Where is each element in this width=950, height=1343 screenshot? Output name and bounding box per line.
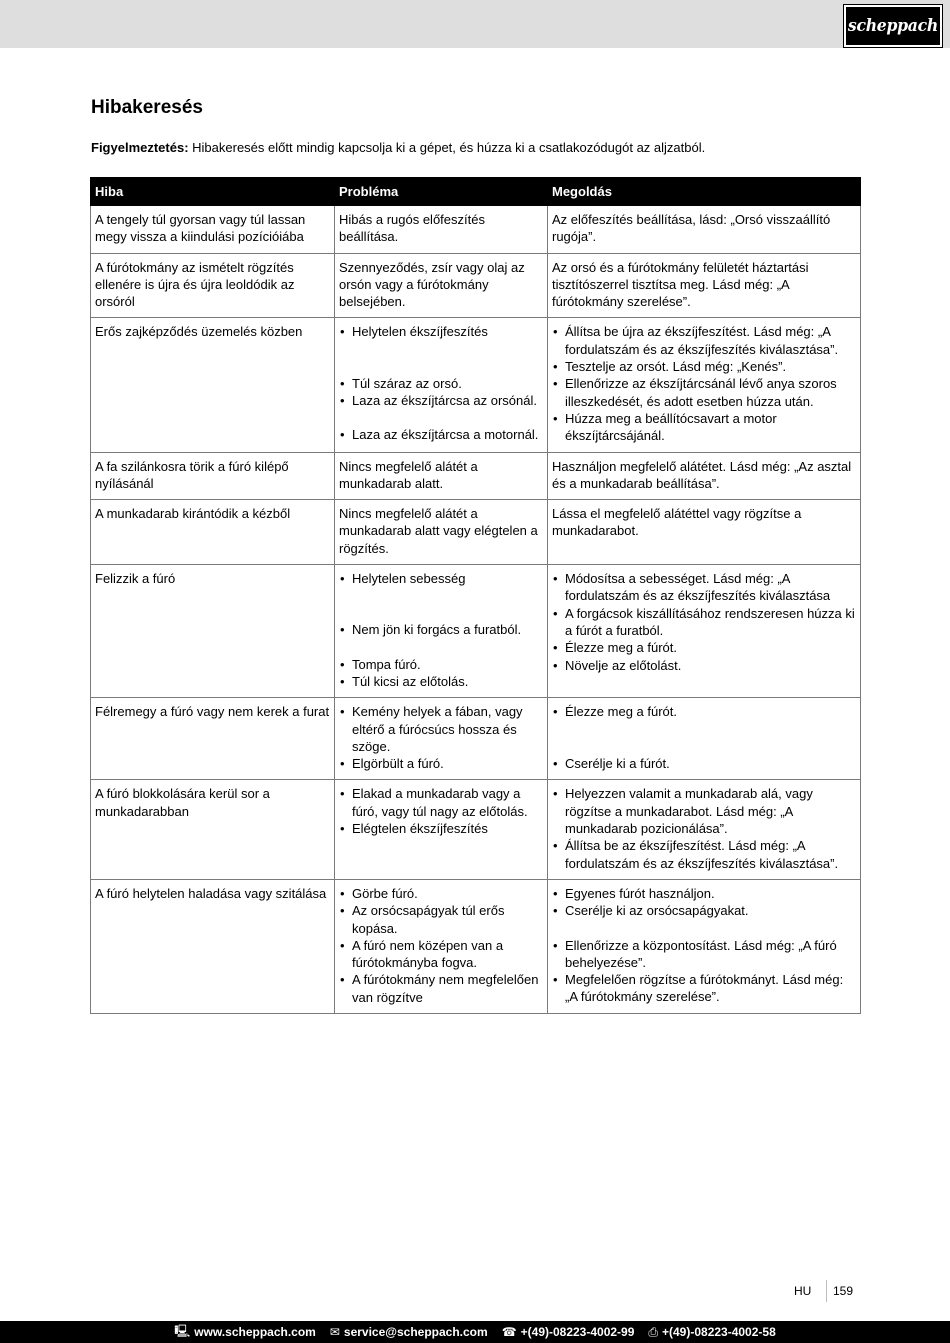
list-item: • Túl száraz az orsó. xyxy=(339,375,543,392)
warning-text: Hibakeresés előtt mindig kapcsolja ki a gépet, és húzza ki a csatlakozódugót az aljzatból. xyxy=(188,140,706,155)
list-item: • Ellenőrizze az ékszíjtárcsánál lévő anya szoros illeszkedését, és adott esetben húzza után. xyxy=(552,375,856,410)
column-header-problema: Probléma xyxy=(335,178,548,206)
list-item: • Görbe fúró. xyxy=(339,885,543,902)
list-item: • Kemény helyek a fában, vagy eltérő a fúrócsúcs hossza és szöge. xyxy=(339,703,543,755)
website-text: www.scheppach.com xyxy=(194,1325,316,1339)
cell-problema: Nincs megfelelő alátét a munkadarab alatt vagy elégtelen a rögzítés. xyxy=(335,500,548,565)
telephone-icon: ☎ xyxy=(501,1325,517,1339)
cell-megoldas xyxy=(548,565,861,698)
cell-hiba: A fúrótokmány az ismételt rögzítés ellenére is újra és újra leoldódik az orsóról xyxy=(91,253,335,318)
page-title: Hibakeresés xyxy=(91,97,203,118)
column-header-hiba: Hiba xyxy=(91,178,335,206)
warning-label: Figyelmeztetés: xyxy=(91,140,189,155)
computer-icon: 🖳 xyxy=(174,1323,191,1338)
header-bar xyxy=(0,0,950,48)
table-row xyxy=(91,452,861,500)
cell-megoldas xyxy=(548,780,861,879)
list-item: • A forgácsok kiszállításához rendszeresen húzza ki a fúrót a furatból. xyxy=(552,605,856,640)
list-item: • Cserélje ki a fúrót. xyxy=(552,755,856,772)
list-item: • Növelje az előtolást. xyxy=(552,657,856,674)
contact-email[interactable] xyxy=(330,1325,488,1339)
list-item: • Egyenes fúrót használjon. xyxy=(552,885,856,902)
list-item: • Megfelelően rögzítse a fúrótokmányt. Lásd még: „A fúrótokmány szerelése”. xyxy=(552,971,856,1006)
list-item: • Tesztelje az orsót. Lásd még: „Kenés”. xyxy=(552,358,856,375)
column-header-megoldas: Megoldás xyxy=(548,178,861,206)
cell-hiba: A fúró blokkolására kerül sor a munkadarabban xyxy=(91,780,335,879)
language-code: HU xyxy=(794,1284,812,1298)
phone-text: +(49)-08223-4002-99 xyxy=(520,1325,635,1339)
cell-hiba: A tengely túl gyorsan vagy túl lassan megy vissza a kiindulási pozícióiába xyxy=(91,206,335,254)
cell-megoldas: Az orsó és a fúrótokmány felületét háztartási tisztítószerrel tisztítsa meg. Lásd még: „A fúrótokmány szerelése”. xyxy=(548,253,861,318)
table-row xyxy=(91,698,861,780)
fax-icon: ⎙ xyxy=(648,1324,658,1339)
cell-megoldas xyxy=(548,698,861,780)
list-item: • Elégtelen ékszíjfeszítés xyxy=(339,820,543,837)
footer-divider xyxy=(826,1280,827,1302)
list-item: • A fúrótokmány nem megfelelően van rögzítve xyxy=(339,971,543,1006)
list-item: • Húzza meg a beállítócsavart a motor ékszíjtárcsájánál. xyxy=(552,410,856,445)
cell-megoldas xyxy=(548,879,861,1013)
cell-problema xyxy=(335,879,548,1013)
cell-hiba: Erős zajképződés üzemelés közben xyxy=(91,318,335,452)
cell-hiba: A fúró helytelen haladása vagy szitálása xyxy=(91,879,335,1013)
list-item: • Az orsócsapágyak túl erős kopása. xyxy=(339,902,543,937)
list-item: • Cserélje ki az orsócsapágyakat. xyxy=(552,902,856,919)
list-item: • Tompa fúró. xyxy=(339,656,543,673)
cell-problema: Nincs megfelelő alátét a munkadarab alatt. xyxy=(335,452,548,500)
list-item: • Túl kicsi az előtolás. xyxy=(339,673,543,690)
cell-hiba: Felizzik a fúró xyxy=(91,565,335,698)
envelope-icon: ✉ xyxy=(329,1325,340,1339)
table-row xyxy=(91,565,861,698)
cell-megoldas: Az előfeszítés beállítása, lásd: „Orsó visszaállító rugója”. xyxy=(548,206,861,254)
list-item: • Laza az ékszíjtárcsa az orsónál. xyxy=(339,392,543,409)
cell-megoldas: Használjon megfelelő alátétet. Lásd még: „Az asztal és a munkadarab beállítása”. xyxy=(548,452,861,500)
warning-note xyxy=(91,140,705,156)
list-item: • Elakad a munkadarab vagy a fúró, vagy túl nagy az előtolás. xyxy=(339,785,543,820)
contact-website[interactable] xyxy=(174,1322,316,1343)
cell-problema: Szennyeződés, zsír vagy olaj az orsón vagy a fúrótokmány belsejében. xyxy=(335,253,548,318)
list-item: • Elgörbült a fúró. xyxy=(339,755,543,772)
table-row xyxy=(91,318,861,452)
list-item: • Laza az ékszíjtárcsa a motornál. xyxy=(339,426,543,443)
cell-problema xyxy=(335,698,548,780)
cell-problema xyxy=(335,318,548,452)
list-item: • Helytelen ékszíjfeszítés xyxy=(339,323,543,340)
email-text: service@scheppach.com xyxy=(343,1325,488,1339)
page-number: 159 xyxy=(833,1284,854,1298)
list-item: • Nem jön ki forgács a furatból. xyxy=(339,621,543,638)
logo-text: scheppach xyxy=(847,16,939,36)
cell-problema: Hibás a rugós előfeszítés beállítása. xyxy=(335,206,548,254)
list-item: • Élezze meg a fúrót. xyxy=(552,703,856,720)
list-item: • Módosítsa a sebességet. Lásd még: „A fordulatszám és az ékszíjfeszítés kiválasztása xyxy=(552,570,856,605)
list-item: • Helytelen sebesség xyxy=(339,570,543,587)
table-header-row xyxy=(91,178,861,206)
cell-hiba: Félremegy a fúró vagy nem kerek a furat xyxy=(91,698,335,780)
table-row xyxy=(91,206,861,254)
table-row xyxy=(91,780,861,879)
scheppach-logo xyxy=(844,5,942,47)
table-row xyxy=(91,500,861,565)
table-row xyxy=(91,879,861,1013)
list-item: • A fúró nem középen van a fúrótokmányba fogva. xyxy=(339,937,543,972)
table-row xyxy=(91,253,861,318)
cell-megoldas xyxy=(548,318,861,452)
contact-fax xyxy=(648,1325,775,1340)
cell-hiba: A fa szilánkosra törik a fúró kilépő nyílásánál xyxy=(91,452,335,500)
list-item: • Állítsa be az ékszíjfeszítést. Lásd még: „A fordulatszám és az ékszíjfeszítés kiválasztása”. xyxy=(552,837,856,872)
contact-phone[interactable] xyxy=(502,1325,635,1339)
cell-hiba: A munkadarab kirántódik a kézből xyxy=(91,500,335,565)
cell-megoldas: Lássa el megfelelő alátéttel vagy rögzítse a munkadarabot. xyxy=(548,500,861,565)
list-item: • Élezze meg a fúrót. xyxy=(552,639,856,656)
list-item: • Ellenőrizze a központosítást. Lásd még: „A fúró behelyezése”. xyxy=(552,937,856,972)
contact-bar xyxy=(0,1321,950,1343)
cell-problema xyxy=(335,780,548,879)
troubleshooting-table xyxy=(90,177,861,1014)
list-item: • Helyezzen valamit a munkadarab alá, vagy rögzítse a munkadarabot. Lásd még: „A munkadarab pozicionálása”. xyxy=(552,785,856,837)
fax-text: +(49)-08223-4002-58 xyxy=(662,1325,776,1339)
list-item: • Állítsa be újra az ékszíjfeszítést. Lásd még: „A fordulatszám és az ékszíjfeszítés kiválasztása”. xyxy=(552,323,856,358)
cell-problema xyxy=(335,565,548,698)
